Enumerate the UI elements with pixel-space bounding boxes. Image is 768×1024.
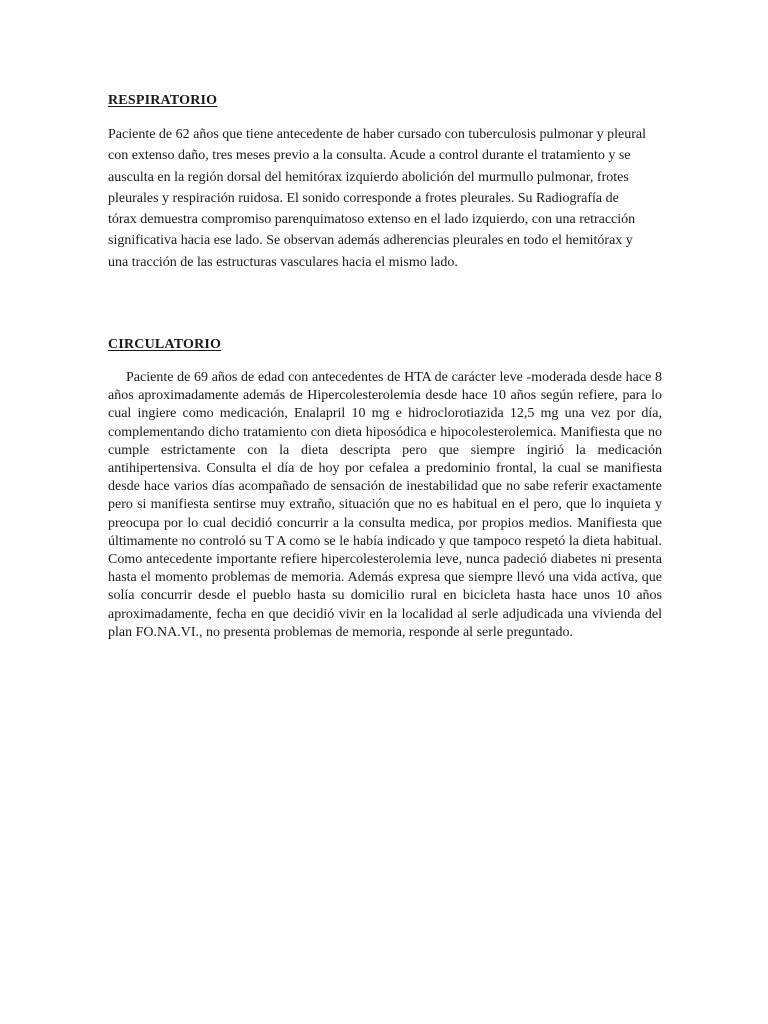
section-heading-respiratorio: RESPIRATORIO [108,93,218,108]
paragraph-circulatorio: Paciente de 69 años de edad con antecedentes de HTA de carácter leve -moderada desde hace 8 años aproximadamente además de Hipercolesterolemia desde hace 10 años según refiere, para lo cual ingiere como medicación, Enalapril 10 mg e hidroclorotiazida 12,5 mg una vez por día, complementando dicho tratamiento con dieta hiposódica e hipocolesterolemica. Manifiesta que no cumple estrictamente con la dieta descripta pero que siempre ingirió la medicación antihipertensiva. Consulta el día de hoy por cefalea a predominio frontal, la cual se manifiesta desde hace varios días acompañado de sensación de inestabilidad que no sabe referir exactamente pero si manifiesta sentirse muy extraño, situación que no es habitual en el pero, que lo inquieta y preocupa por lo cual decidió concurrir a la consulta medica, por propios medios. Manifiesta que últimamente no controló su T A como se le había indicado y que tampoco respetó la dieta habitual. Como antecedente importante refiere hipercolesterolemia leve, nunca padeció diabetes ni presenta hasta el momento problemas de memoria. Además expresa que siempre llevó una vida activa, que solía concurrir desde el pueblo hasta su domicilio rural en bicicleta hasta hace unos 10 años aproximadamente, fecha en que decidió vivir en la localidad al serle adjudicada una vivienda del plan FO.NA.VI., no presenta problemas de memoria, responde al serle preguntado. [108,370,662,640]
section-heading-circulatorio: CIRCULATORIO [108,337,222,352]
paragraph-respiratorio: Paciente de 62 años que tiene antecedente de haber cursado con tuberculosis pulmonar y pleural con extenso daño, tres meses previo a la consulta. Acude a control durante el tratamiento y se ausculta en la región dorsal del hemitórax izquierdo abolición del murmullo pulmonar, frotes pleurales y respiración ruidosa. El sonido corresponde a frotes pleurales. Su Radiografía de tórax demuestra compromiso parenquimatoso extenso en el lado izquierdo, con una retracción significativa hacia ese lado. Se observan además adherencias pleurales en todo el hemitórax y una tracción de las estructuras vasculares hacia el mismo lado. [108,127,647,270]
